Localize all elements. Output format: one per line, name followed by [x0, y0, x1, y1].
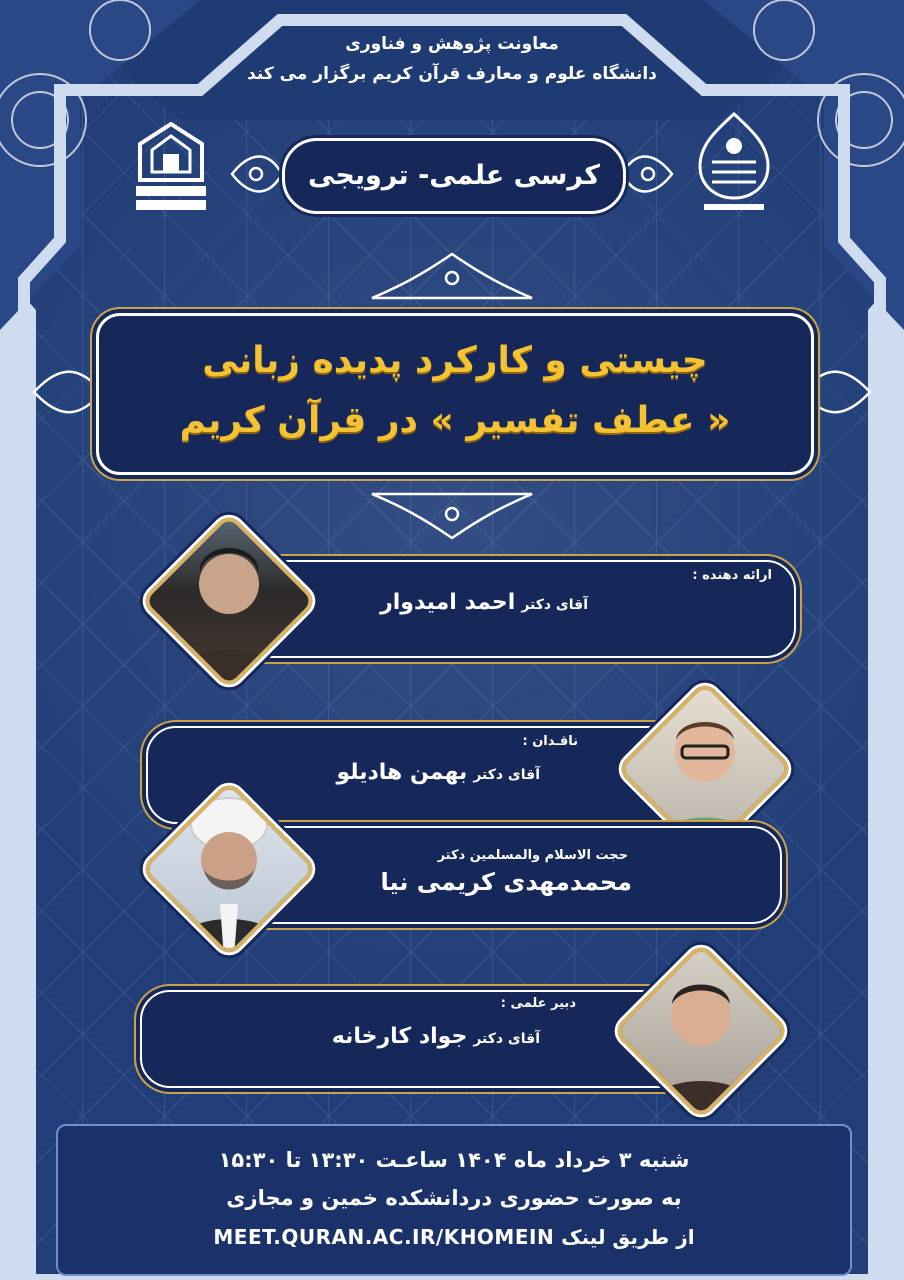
event-date-time: شنبه ۳ خرداد ماه ۱۴۰۴ ساعـت ۱۳:۳۰ تا ۱۵:۳۰	[218, 1148, 690, 1172]
event-venue: به صورت حضوری دردانشکده خمین و مجازی	[226, 1186, 682, 1210]
critic-1-title: آقای دکتر	[473, 767, 540, 783]
critic-1-name: بهمن هادیلو	[336, 760, 468, 785]
lecture-title-line-2: « عطف تفسیر » در قرآن کریم	[179, 400, 731, 441]
event-link-line	[58, 1225, 850, 1249]
secretary-name-line	[332, 1024, 540, 1049]
event-details-box	[56, 1124, 852, 1276]
supreme-council-logo-icon	[696, 112, 772, 216]
event-link-prefix: از طریق لینک	[561, 1225, 695, 1249]
event-link[interactable]: MEET.QURAN.AC.IR/KHOMEIN	[213, 1225, 555, 1249]
presenter-role: ارائه دهنده :	[692, 568, 772, 583]
lecture-title-box	[96, 313, 814, 475]
secretary-role: دبیر علمی :	[500, 996, 576, 1011]
organizer-line-1: معاونت پژوهش و فناوری	[345, 34, 559, 54]
critic-2-name: محمدمهدی کریمی نیا	[380, 868, 632, 896]
secretary-title: آقای دکتر	[473, 1031, 540, 1047]
lecture-title-line-1: چیستی و کارکرد پدیده زبانی	[202, 340, 708, 381]
presenter-name: احمد امیدوار	[380, 590, 516, 615]
critics-role: ناقـدان :	[522, 734, 578, 749]
presenter-name-line	[380, 590, 588, 615]
critic-2-title: حجت الاسلام والمسلمین دکتر	[437, 848, 628, 863]
event-type-badge	[282, 138, 626, 214]
event-type-label: کرسی علمی- ترویجی	[308, 160, 600, 191]
presenter-title: آقای دکتر	[521, 597, 588, 613]
university-logo-icon	[132, 122, 210, 214]
organizer-line-2: دانشگاه علوم و معارف قرآن کریم برگزار می کند	[247, 64, 657, 84]
critic-1-name-line	[336, 760, 540, 785]
secretary-name: جواد کارخانه	[331, 1024, 468, 1049]
